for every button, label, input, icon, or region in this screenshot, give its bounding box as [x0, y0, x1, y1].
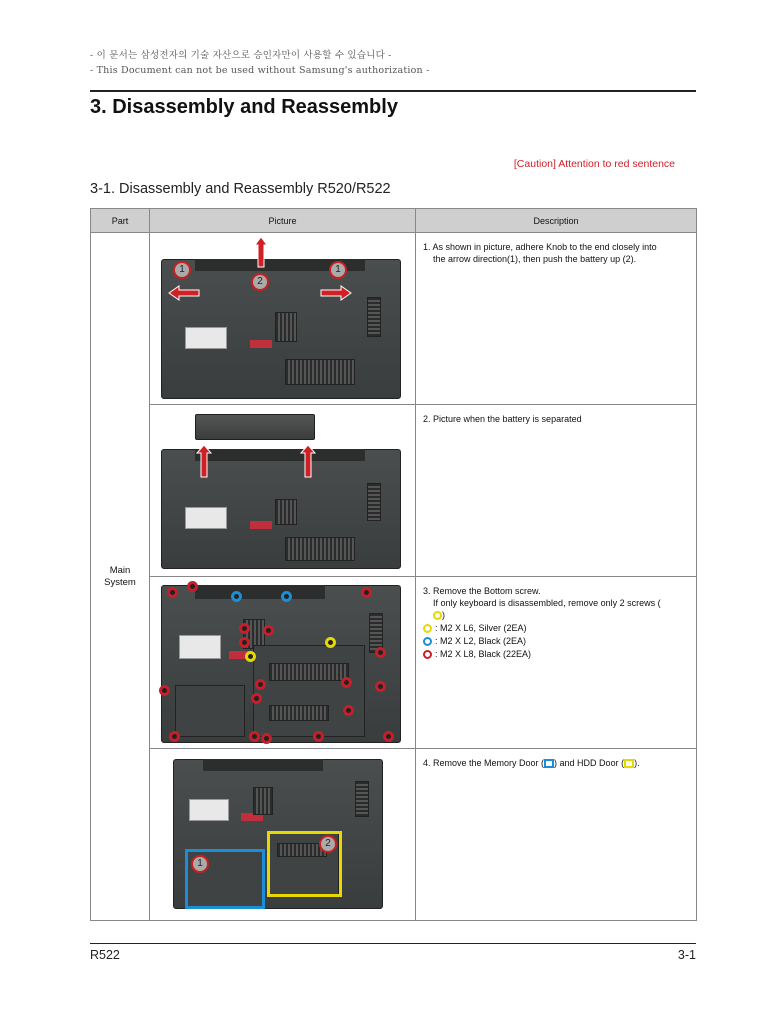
- screw-red: [167, 587, 178, 598]
- screw-red: [249, 731, 260, 742]
- step4-prefix: 4. Remove the Memory Door (: [423, 758, 545, 768]
- screw-red: [375, 647, 386, 658]
- table-row: [91, 749, 697, 921]
- memory-door-icon: [544, 759, 554, 768]
- table-row: [91, 405, 697, 577]
- screw-yellow: [245, 651, 256, 662]
- screw-red: [255, 679, 266, 690]
- title-rule: [90, 90, 696, 92]
- notice-english: - This Document can not be used without Samsung's authorization -: [90, 65, 430, 76]
- yellow-screw-icon: [433, 611, 442, 620]
- callout-1-right: 1: [329, 261, 347, 279]
- step2-line1: 2. Picture when the battery is separated: [423, 414, 582, 424]
- description-cell: [416, 577, 697, 749]
- hdd-door-icon: [624, 759, 634, 768]
- picture-cell: [150, 577, 416, 749]
- arrow-overlay: [155, 409, 409, 572]
- screw-red: [159, 685, 170, 696]
- description-cell: [416, 405, 697, 577]
- legend-item: : M2 X L2, Black (2EA): [423, 635, 690, 647]
- disassembly-table: [90, 208, 697, 921]
- screw-red: [239, 637, 250, 648]
- footer-rule: [90, 943, 696, 944]
- screw-blue: [231, 591, 242, 602]
- callout-1-left: 1: [173, 261, 191, 279]
- screw-red: [375, 681, 386, 692]
- notice-korean: - 이 문서는 삼성전자의 기술 자산으로 승인자만이 사용할 수 있습니다 -: [90, 50, 392, 61]
- screw-red: [343, 705, 354, 716]
- footer-model: R522: [90, 948, 120, 962]
- legend-item: : M2 X L8, Black (22EA): [423, 648, 690, 660]
- header-picture: Picture: [150, 209, 416, 233]
- header-description: Description: [416, 209, 697, 233]
- table-header-row: [91, 209, 697, 233]
- screw-red: [187, 581, 198, 592]
- table-row: [91, 233, 697, 405]
- page-title: 3. Disassembly and Reassembly: [90, 96, 398, 118]
- step1-line2: the arrow direction(1), then push the battery up (2).: [433, 254, 637, 264]
- callout-2: 2: [251, 273, 269, 291]
- screw-red: [263, 625, 274, 636]
- screw-blue: [281, 591, 292, 602]
- screw-red: [251, 693, 262, 704]
- description-cell: [416, 749, 697, 921]
- callout-memory: 1: [191, 855, 209, 873]
- part-cell: [91, 233, 150, 921]
- photo-battery-separated: [155, 409, 409, 572]
- step1-line1: 1. As shown in picture, adhere Knob to the end closely into: [423, 242, 657, 252]
- part-label-line2: System: [104, 576, 136, 588]
- step3-line3: ): [423, 609, 690, 621]
- footer-page-number: 3-1: [677, 948, 696, 962]
- caution-note: [Caution] Attention to red sentence: [513, 158, 675, 170]
- screw-red: [313, 731, 324, 742]
- photo-doors: [155, 753, 409, 916]
- blue-screw-icon: [423, 637, 432, 646]
- picture-cell: [150, 405, 416, 577]
- step4-mid: ) and HDD Door (: [554, 758, 625, 768]
- description-cell: [416, 233, 697, 405]
- section-title: 3-1. Disassembly and Reassembly R520/R522: [90, 181, 391, 197]
- screw-yellow: [325, 637, 336, 648]
- confidential-notice: [90, 48, 430, 78]
- step3-line1: 3. Remove the Bottom screw.: [423, 586, 541, 596]
- table-row: [91, 577, 697, 749]
- photo-battery-release: [155, 237, 409, 400]
- screw-red: [383, 731, 394, 742]
- red-screw-icon: [423, 650, 432, 659]
- step3-line2: If only keyboard is disassembled, remove only 2 screws (: [433, 598, 661, 608]
- part-label-line1: Main: [109, 564, 131, 576]
- legend-item: : M2 X L6, Silver (2EA): [423, 622, 690, 634]
- screw-red: [239, 623, 250, 634]
- screw-red: [361, 587, 372, 598]
- callout-hdd: 2: [319, 835, 337, 853]
- screw-red: [261, 733, 272, 744]
- picture-cell: [150, 749, 416, 921]
- photo-bottom-screws: [155, 581, 409, 744]
- picture-cell: [150, 233, 416, 405]
- arrow-overlay: [155, 237, 409, 400]
- header-part: Part: [91, 209, 150, 233]
- screw-red: [341, 677, 352, 688]
- screw-red: [169, 731, 180, 742]
- step4-suffix: ).: [634, 758, 640, 768]
- yellow-screw-icon: [423, 624, 432, 633]
